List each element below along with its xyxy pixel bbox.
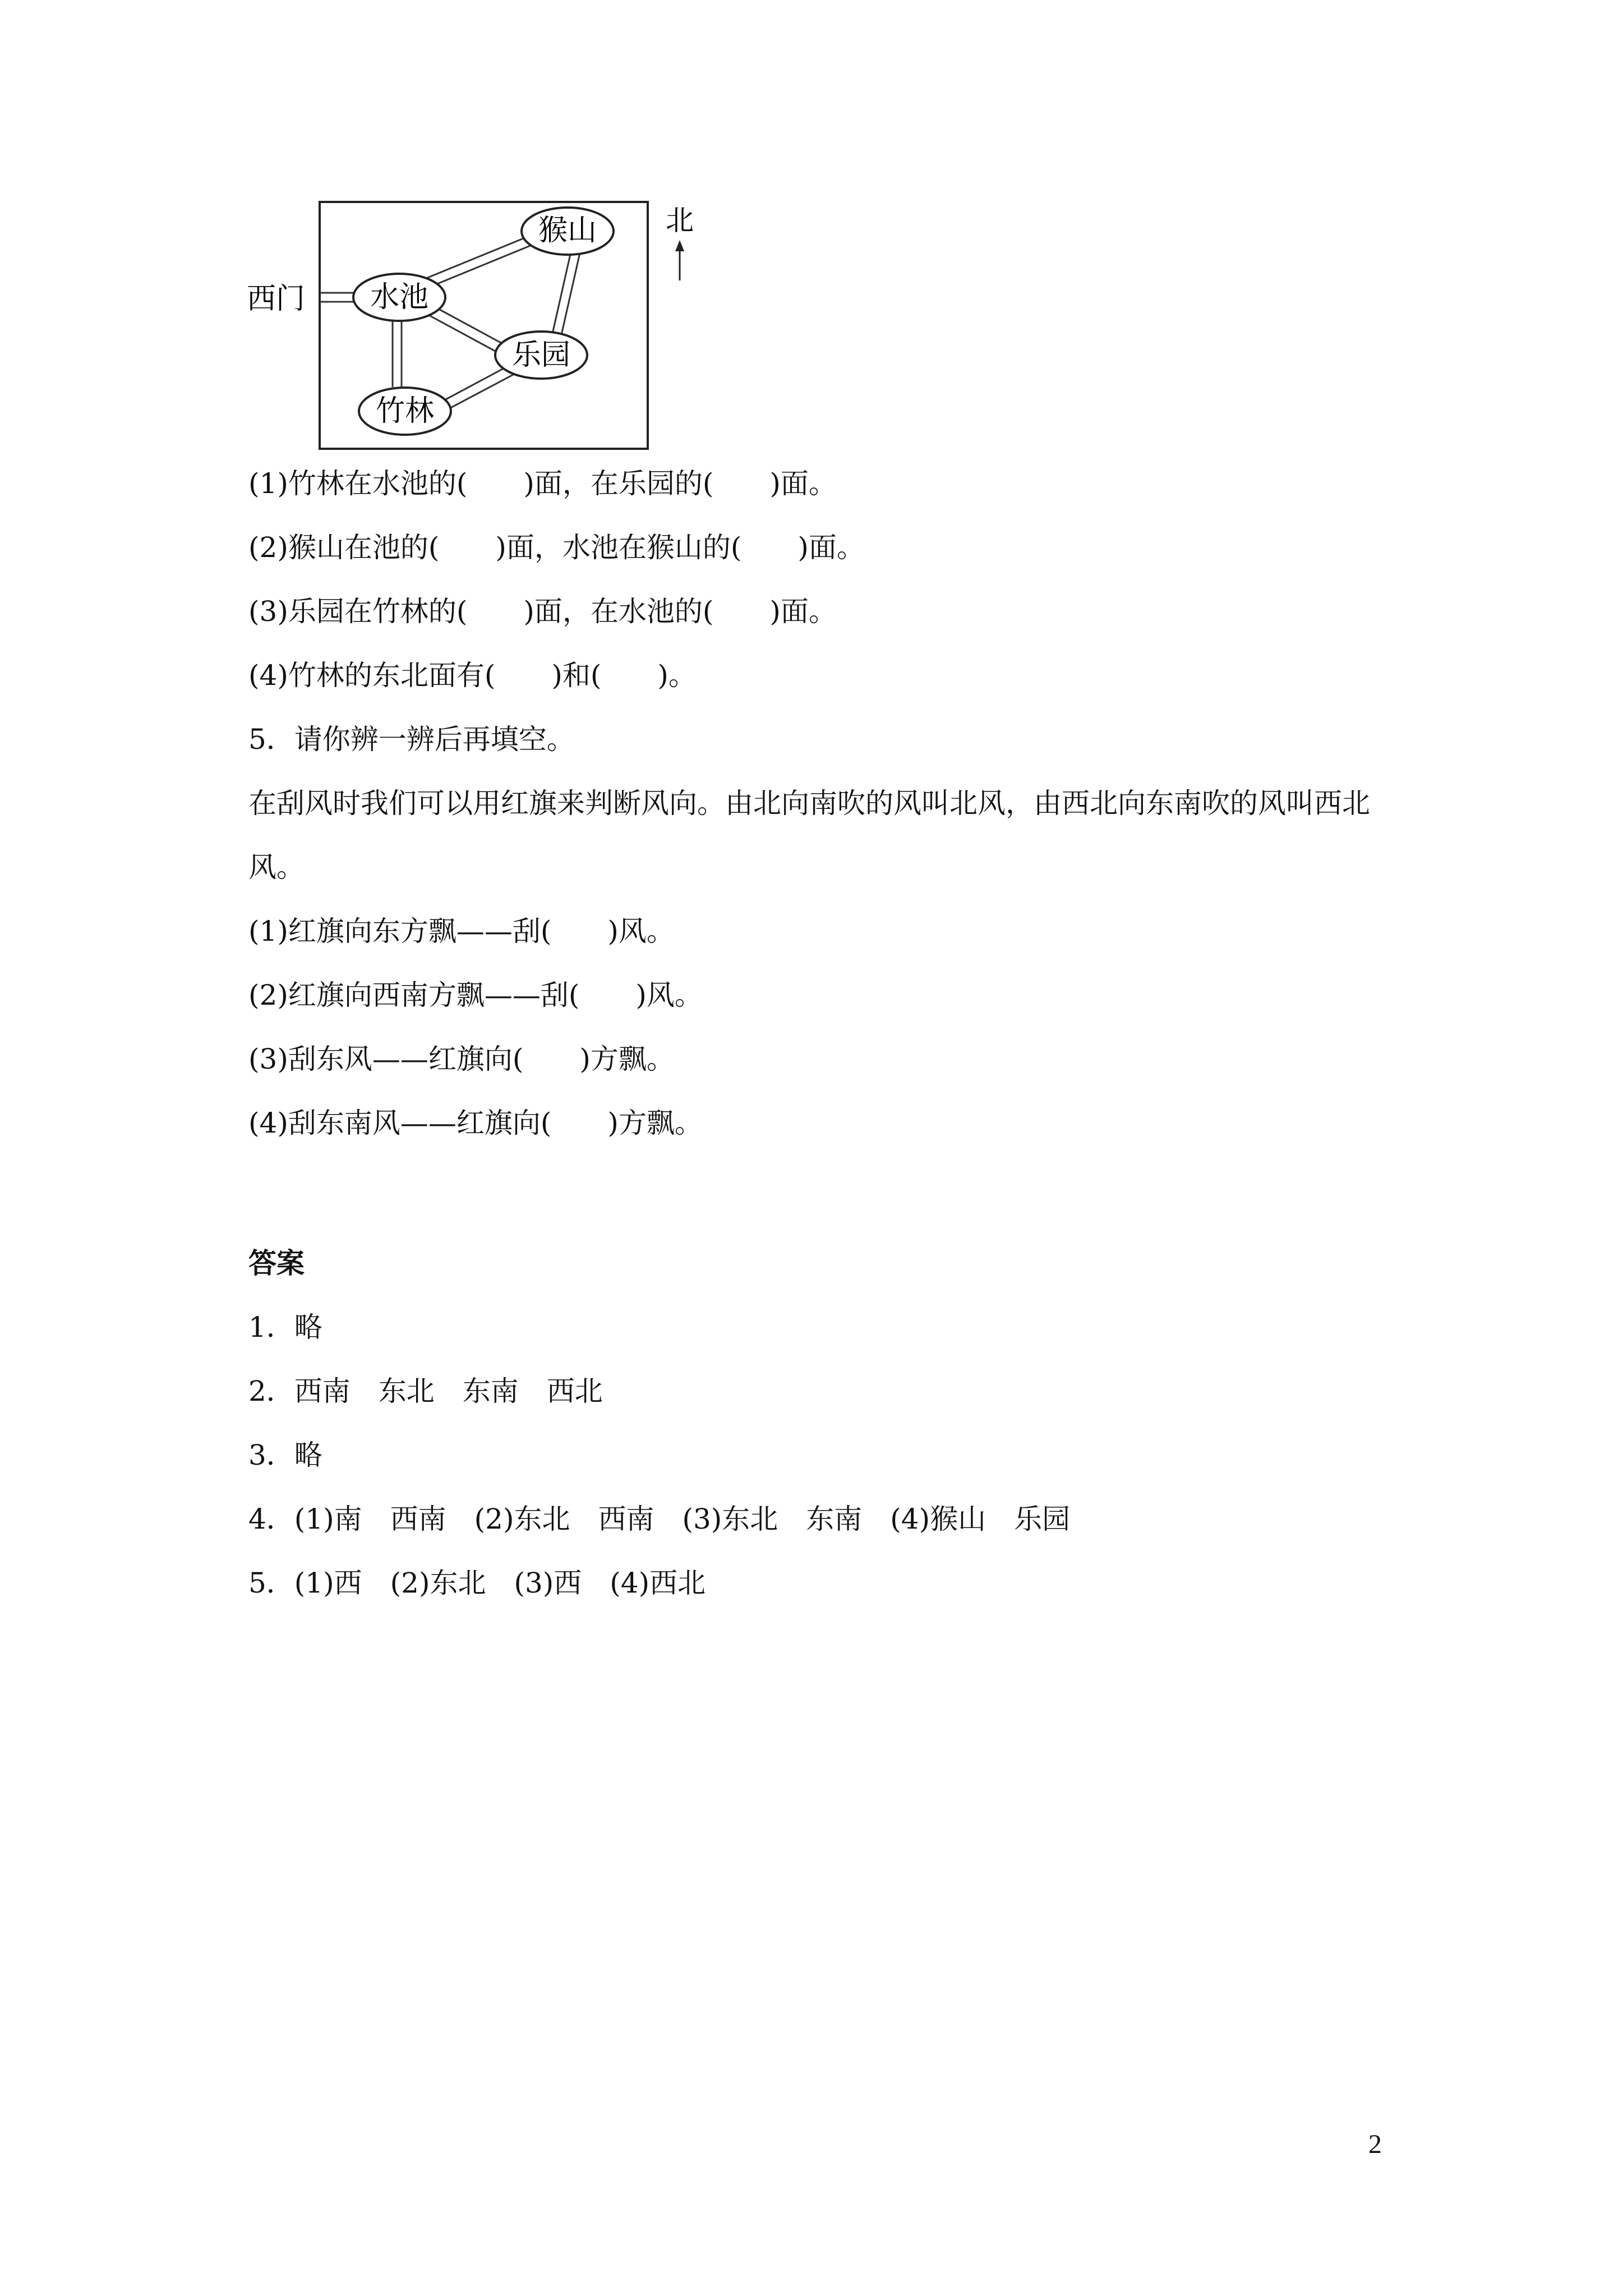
q4-item-3: (3)乐园在竹林的( )面，在水池的( )面。 xyxy=(248,595,837,628)
answer-line-1: 1．略 xyxy=(248,1311,322,1343)
q5-item-3: (3)刮东风——红旗向( )方飘。 xyxy=(248,1043,675,1075)
path-monkey-hill-park xyxy=(552,247,581,335)
zoo-map-figure xyxy=(241,196,735,460)
answer-line-2: 2．西南 东北 东南 西北 xyxy=(248,1375,603,1407)
answer-line-4: 4．(1)南 西南 (2)东北 西南 (3)东北 东南 (4)猴山 乐园 xyxy=(248,1503,1071,1535)
answers-heading: 答案 xyxy=(248,1246,305,1280)
bamboo-label: 竹林 xyxy=(375,394,435,428)
north-label: 北 xyxy=(666,204,694,237)
q4-item-4: (4)竹林的东北面有( )和( )。 xyxy=(248,659,697,692)
q5-title: 5．请你辨一辨后再填空。 xyxy=(248,723,575,756)
q5-intro-line-2: 风。 xyxy=(248,851,305,884)
q5-item-4: (4)刮东南风——红旗向( )方飘。 xyxy=(248,1107,703,1139)
q4-item-2: (2)猴山在池的( )面，水池在猴山的( )面。 xyxy=(248,531,865,564)
monkey-hill-label: 猴山 xyxy=(538,214,597,247)
q5-intro-line-1: 在刮风时我们可以用红旗来判断风向。由北向南吹的风叫北风，由西北向东南吹的风叫西北 xyxy=(248,787,1370,820)
q4-item-1: (1)竹林在水池的( )面，在乐园的( )面。 xyxy=(248,467,837,500)
answer-line-3: 3．略 xyxy=(248,1439,322,1471)
q5-item-2: (2)红旗向西南方飘——刮( )风。 xyxy=(248,979,703,1011)
pond-label: 水池 xyxy=(370,280,429,314)
page-number: 2 xyxy=(1368,2129,1382,2159)
q5-item-1: (1)红旗向东方飘——刮( )风。 xyxy=(248,915,675,947)
path-pond-bamboo xyxy=(393,314,402,387)
west-gate-label: 西门 xyxy=(247,282,306,316)
north-arrow-icon xyxy=(675,240,684,280)
answer-line-5: 5．(1)西 (2)东北 (3)西 (4)西北 xyxy=(248,1567,706,1599)
park-label: 乐园 xyxy=(511,338,571,372)
